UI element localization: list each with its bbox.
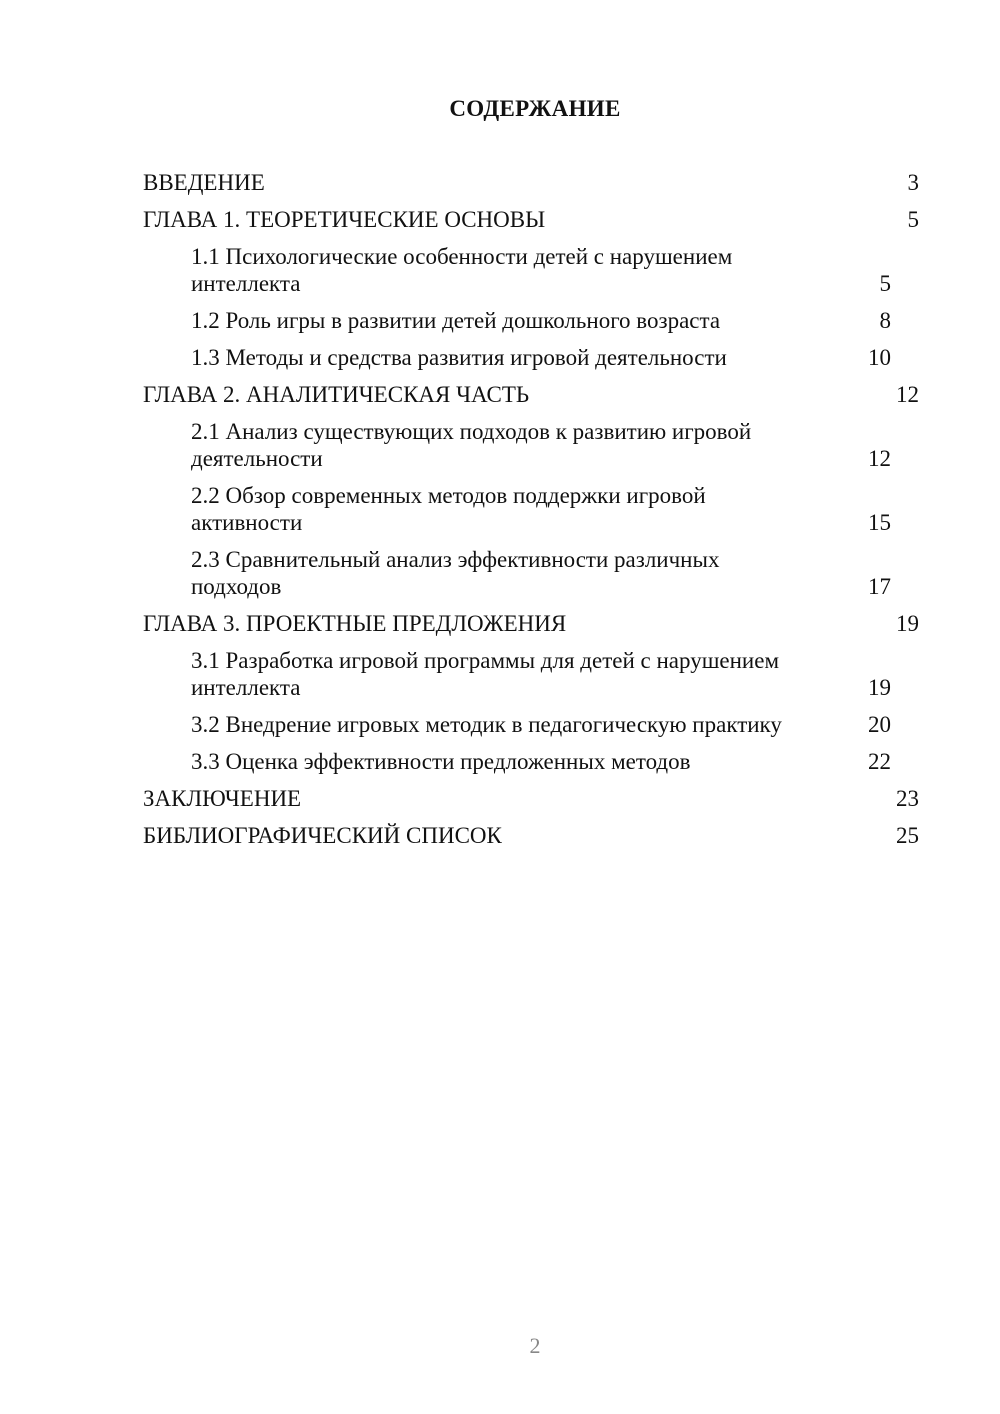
toc-entry-section-1-2[interactable] xyxy=(143,307,919,334)
toc-entry-chapter-1[interactable] xyxy=(143,206,919,233)
toc-entry-text: 3.3 Оценка эффективности предложенных методов xyxy=(191,749,691,774)
toc-entry-page: 19 xyxy=(896,611,919,636)
toc-entry-text: 3.2 Внедрение игровых методик в педагогическую практику xyxy=(191,712,782,737)
toc-entry-conclusion[interactable] xyxy=(143,785,919,812)
toc-entry-bibliography[interactable] xyxy=(143,822,919,849)
toc-entry-text: ЗАКЛЮЧЕНИЕ xyxy=(143,786,302,811)
toc-entry-page: 15 xyxy=(868,510,891,535)
toc-entry-section-2-2[interactable] xyxy=(143,482,919,536)
toc-heading: СОДЕРЖАНИЕ xyxy=(449,96,621,121)
toc-entry-text: ГЛАВА 3. ПРОЕКТНЫЕ ПРЕДЛОЖЕНИЯ xyxy=(143,611,567,636)
toc-entry-text: БИБЛИОГРАФИЧЕСКИЙ СПИСОК xyxy=(143,823,502,848)
toc-entry-page: 20 xyxy=(868,712,891,737)
toc-entry-section-1-1[interactable] xyxy=(143,243,919,297)
toc-entry-section-2-1[interactable] xyxy=(143,418,919,472)
toc-entry-section-3-3[interactable] xyxy=(143,748,919,775)
toc-entry-text: 2.3 Сравнительный анализ эффективности различных подходов xyxy=(191,547,720,599)
toc-entry-text: ВВЕДЕНИЕ xyxy=(143,170,265,195)
toc-entry-text: 3.1 Разработка игровой программы для детей с нарушением интеллекта xyxy=(191,648,780,700)
toc-entry-text: 1.3 Методы и средства развития игровой деятельности xyxy=(191,345,727,370)
toc-entry-section-3-2[interactable] xyxy=(143,711,919,738)
toc-entry-text: 2.2 Обзор современных методов поддержки игровой активности xyxy=(191,483,706,535)
toc-entry-chapter-3[interactable] xyxy=(143,610,919,637)
toc-entry-introduction[interactable] xyxy=(143,169,919,196)
toc-entry-section-1-3[interactable] xyxy=(143,344,919,371)
toc-entry-page: 23 xyxy=(896,786,919,811)
toc-entry-text: 2.1 Анализ существующих подходов к развитию игровой деятельности xyxy=(191,419,752,471)
toc-entry-text: 1.2 Роль игры в развитии детей дошкольного возраста xyxy=(191,308,721,333)
toc-entry-page: 5 xyxy=(907,207,919,232)
table-of-contents xyxy=(143,169,919,859)
toc-entry-page: 3 xyxy=(907,170,919,195)
toc-entry-text: 1.1 Психологические особенности детей с нарушением интеллекта xyxy=(191,244,733,296)
page-number: 2 xyxy=(529,1333,541,1358)
toc-entry-chapter-2[interactable] xyxy=(143,381,919,408)
toc-entry-page: 17 xyxy=(868,574,891,599)
toc-entry-text: ГЛАВА 1. ТЕОРЕТИЧЕСКИЕ ОСНОВЫ xyxy=(143,207,546,232)
toc-entry-page: 10 xyxy=(868,345,891,370)
toc-entry-section-2-3[interactable] xyxy=(143,546,919,600)
toc-entry-section-3-1[interactable] xyxy=(143,647,919,701)
toc-entry-page: 25 xyxy=(896,823,919,848)
toc-entry-page: 19 xyxy=(868,675,891,700)
toc-entry-text: ГЛАВА 2. АНАЛИТИЧЕСКАЯ ЧАСТЬ xyxy=(143,382,530,407)
toc-entry-page: 8 xyxy=(879,308,891,333)
toc-entry-page: 12 xyxy=(868,446,891,471)
toc-entry-page: 5 xyxy=(879,271,891,296)
toc-entry-page: 22 xyxy=(868,749,891,774)
toc-entry-page: 12 xyxy=(896,382,919,407)
